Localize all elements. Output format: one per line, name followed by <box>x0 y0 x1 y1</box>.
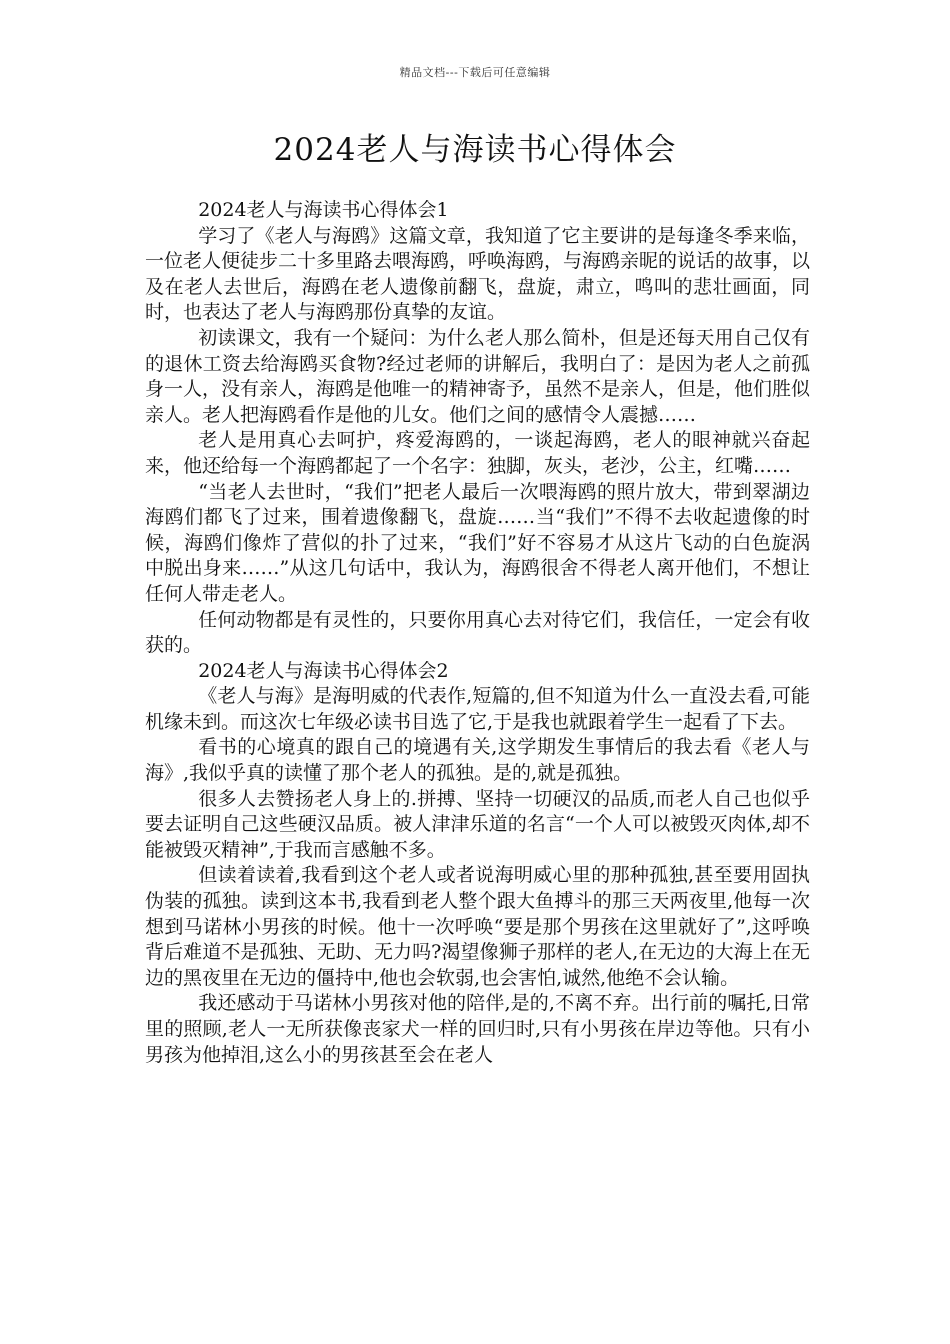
paragraph: 任何动物都是有灵性的，只要你用真心去对待它们，我信任，一定会有收获的。 <box>145 608 810 657</box>
paragraph: 看书的心境真的跟自己的境遇有关,这学期发生事情后的我去看《老人与海》,我似乎真的读懂了那个老人的孤独。是的,就是孤独。 <box>145 736 810 785</box>
paragraph: 《老人与海》是海明威的代表作,短篇的,但不知道为什么一直没去看,可能机缘未到。而这次七年级必读书目选了它,于是我也就跟着学生一起看了下去。 <box>145 685 810 733</box>
paragraph: “当老人去世时，“我们”把老人最后一次喂海鸥的照片放大，带到翠湖边海鸥们都飞了过来，围着遗像翻飞，盘旋……当“我们”不得不去收起遗像的时候，海鸥们像炸了营似的扑了过来，“我们”好不容易才从这片飞动的白色旋涡中脱出身来……”从这几句话中，我认为，海鸥很舍不得老人离开他们，不想让任何人带走老人。 <box>145 480 810 605</box>
section-heading-2: 2024老人与海读书心得体会2 <box>198 659 449 682</box>
paragraph: 老人是用真心去呵护，疼爱海鸥的，一谈起海鸥，老人的眼神就兴奋起来，他还给每一个海鸥都起了一个名字：独脚，灰头，老沙，公主，红嘴…… <box>145 429 810 477</box>
paragraph: 学习了《老人与海鸥》这篇文章，我知道了它主要讲的是每逢冬季来临，一位老人便徒步二十多里路去喂海鸥，呼唤海鸥，与海鸥亲昵的说话的故事，以及在老人去世后，海鸥在老人遗像前翻飞，盘旋，肃立，鸣叫的悲壮画面，同时，也表达了老人与海鸥那份真挚的友谊。 <box>145 224 811 324</box>
header-note: 精品文档---下载后可任意编辑 <box>399 66 551 79</box>
section-heading-1: 2024老人与海读书心得体会1 <box>198 199 449 221</box>
paragraph: 但读着读着,我看到这个老人或者说海明威心里的那种孤独,甚至要用固执伪装的孤独。读到这本书,我看到老人整个跟大鱼搏斗的那三天两夜里,他每一次想到马诺林小男孩的时候。他十一次呼唤“要是那个男孩在这里就好了”,这呼唤背后难道不是孤独、无助、无力吗?渴望像狮子那样的老人,在无边的大海上在无边的黑夜里在无边的僵持中,他也会软弱,也会害怕,诚然,他绝不会认输。 <box>145 864 810 989</box>
paragraph: 我还感动于马诺林小男孩对他的陪伴,是的,不离不弃。出行前的嘱托,日常里的照顾,老人一无所获像丧家犬一样的回归时,只有小男孩在岸边等他。只有小男孩为他掉泪,这么小的男孩甚至会在老人 <box>145 992 810 1066</box>
paragraph: 初读课文，我有一个疑问：为什么老人那么简朴，但是还每天用自己仅有的退休工资去给海鸥买食物?经过老师的讲解后，我明白了：是因为老人之前孤身一人，没有亲人，海鸥是他唯一的精神寄予，虽然不是亲人，但是，他们胜似亲人。老人把海鸥看作是他的儿女。他们之间的感情令人震撼…… <box>145 326 811 426</box>
document-body <box>145 198 810 1068</box>
document-title: 2024老人与海读书心得体会 <box>273 132 677 168</box>
paragraph: 很多人去赞扬老人身上的.拼搏、坚持一切硬汉的品质,而老人自己也似乎要去证明自己这些硬汉品质。被人津津乐道的名言“一个人可以被毁灭肉体,却不能被毁灭精神”,于我而言感触不多。 <box>145 787 810 861</box>
